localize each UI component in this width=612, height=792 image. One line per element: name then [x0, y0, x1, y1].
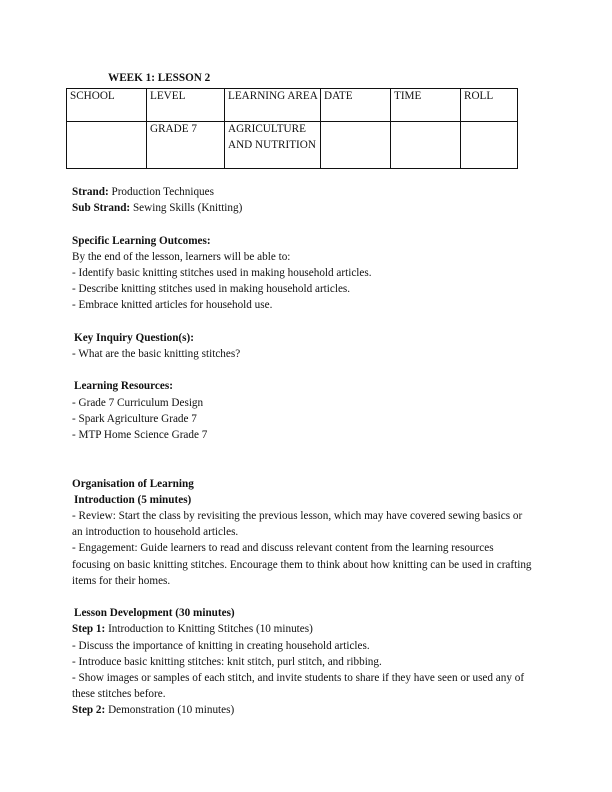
step1-label: Step 1: [72, 623, 106, 636]
intro-item: - Review: Start the class by revisiting the previous lesson, which may have covered sewing basics or an introduction to household articles. [72, 509, 523, 539]
resource-item: - Grade 7 Curriculum Design [72, 396, 204, 409]
table-row [67, 122, 518, 169]
lesson-info-table [66, 88, 518, 169]
cell-time [391, 122, 461, 169]
header-school: SCHOOL [67, 89, 147, 122]
development-heading: Lesson Development (30 minutes) [74, 607, 235, 620]
header-time: TIME [391, 89, 461, 122]
strand-label: Strand: [72, 186, 109, 198]
cell-school [67, 122, 147, 169]
header-level: LEVEL [147, 89, 225, 122]
inquiry-item: - What are the basic knitting stitches? [72, 348, 241, 360]
step1-item: - Introduce basic knitting stitches: knit stitch, purl stitch, and ribbing. [72, 655, 382, 668]
strand-line [72, 184, 532, 200]
inquiry-heading: Key Inquiry Question(s): [74, 331, 194, 344]
organisation-heading: Organisation of Learning [72, 477, 194, 490]
intro-item: - Engagement: Guide learners to read and discuss relevant content from the learning resources focusing on basic knitting stitches. Encourage them to think about how knitting can be used in crafting items for their homes. [72, 542, 532, 587]
outcome-item: - Identify basic knitting stitches used in making household articles. [72, 267, 372, 279]
outcomes-heading: Specific Learning Outcomes: [72, 234, 211, 247]
step1-value: Introduction to Knitting Stitches (10 minutes) [105, 623, 313, 636]
sub-strand-value: Sewing Skills (Knitting) [130, 202, 243, 215]
outcome-item: - Describe knitting stitches used in making household articles. [72, 283, 351, 296]
cell-date [321, 122, 391, 169]
sub-strand-line [72, 200, 532, 216]
step1-item: - Discuss the importance of knitting in creating household articles. [72, 639, 370, 652]
cell-roll [461, 122, 518, 169]
lesson-title: WEEK 1: LESSON 2 [108, 72, 211, 84]
header-learning-area: LEARNING AREA [225, 89, 321, 122]
introduction-heading: Introduction (5 minutes) [74, 493, 192, 506]
header-roll: ROLL [461, 89, 518, 122]
step2-value: Demonstration (10 minutes) [105, 704, 235, 717]
outcome-item: - Embrace knitted articles for household use. [72, 299, 273, 312]
resources-heading: Learning Resources: [74, 380, 173, 393]
cell-learning-area: AGRICULTURE AND NUTRITION [225, 122, 321, 169]
step1-item: - Show images or samples of each stitch, and invite students to share if they have seen or used any of these stitches before. [72, 672, 525, 701]
header-date: DATE [321, 89, 391, 122]
lesson-body [72, 184, 532, 719]
resource-item: - MTP Home Science Grade 7 [72, 429, 208, 441]
step2-line [72, 702, 532, 718]
step2-label: Step 2: [72, 704, 106, 717]
sub-strand-label: Sub Strand: [72, 202, 131, 215]
step1-line [72, 621, 532, 637]
table-header-row [67, 89, 518, 122]
cell-level: GRADE 7 [147, 122, 225, 169]
outcomes-intro: By the end of the lesson, learners will be able to: [72, 250, 291, 263]
resource-item: - Spark Agriculture Grade 7 [72, 412, 197, 425]
strand-value: Production Techniques [108, 186, 214, 198]
